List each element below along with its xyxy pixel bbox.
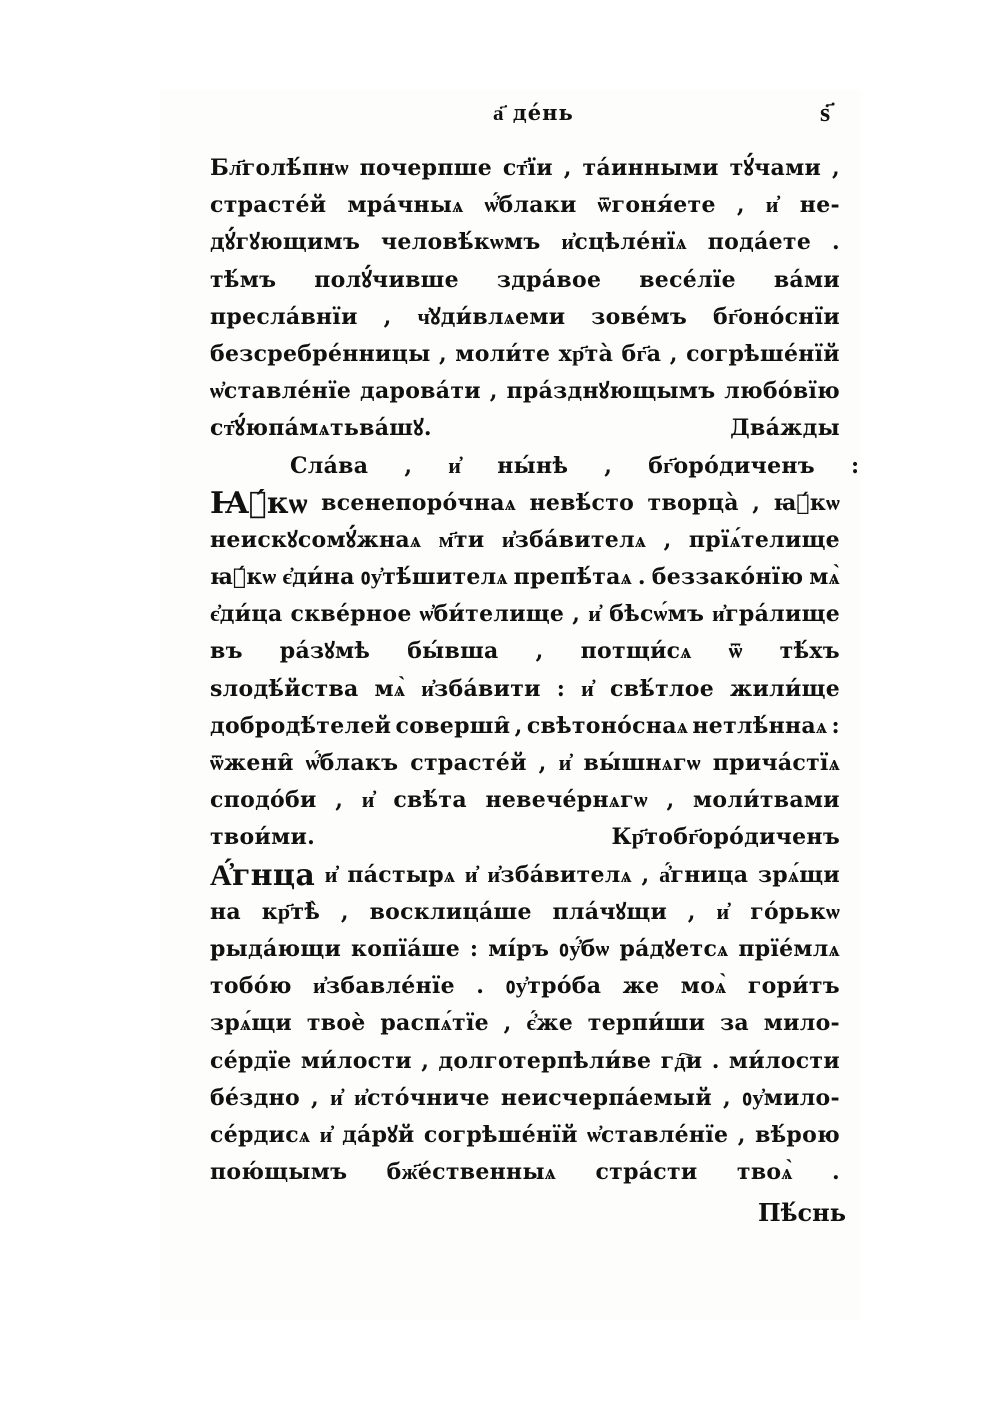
word: ва́ми: [773, 266, 840, 293]
word: .: [476, 973, 485, 1000]
word: скве́рное: [290, 601, 412, 628]
word: ,: [335, 787, 344, 814]
word: же: [622, 973, 660, 1000]
word: ᲂу҆тѣ́шителѧ: [360, 564, 508, 591]
word: .: [711, 1047, 720, 1074]
word: ,: [663, 526, 672, 553]
word: .: [832, 1159, 840, 1186]
word: ,: [604, 452, 613, 479]
word: ва́шꙋ: [359, 415, 424, 442]
word: дарова́ти: [360, 378, 481, 405]
word: свѣ́тлое: [610, 675, 715, 702]
word: мра́чныѧ: [347, 192, 464, 219]
word: ми́лости: [300, 1047, 412, 1074]
word: прича́стїѧ: [712, 750, 840, 776]
word: твои́ми: [210, 824, 308, 851]
word: ѿжени̑: [210, 750, 294, 776]
word: и҆гра́лище: [712, 601, 840, 628]
catchword: Пѣ́снь: [758, 1198, 847, 1227]
word: восклица́ше: [369, 898, 532, 925]
text-line: [210, 373, 840, 410]
word: ѡ҆ставле́нїе: [587, 1121, 729, 1148]
text-line: [210, 559, 840, 596]
text-line: [210, 1154, 840, 1191]
word: вѣ́рою: [755, 1121, 840, 1148]
text-line: [210, 857, 840, 894]
word: препѣ́таѧ: [513, 564, 633, 591]
word: моли́те: [455, 340, 551, 367]
word: ,: [572, 601, 581, 628]
word: ,: [563, 155, 572, 181]
word: ꙗ҆́кѡ: [773, 489, 840, 516]
word: мѧ̀: [809, 564, 840, 591]
text-line: [210, 1043, 840, 1080]
word: мѧ̀: [374, 675, 406, 702]
word: хр҃та̀: [558, 340, 614, 367]
word: и҆: [558, 750, 572, 776]
word: и҆сцѣле́нїѧ: [561, 229, 687, 256]
word: Бл҃голѣ́пнѡ: [210, 155, 349, 181]
word: стра́сти: [595, 1159, 698, 1186]
word: согрѣше́нїй: [423, 1121, 578, 1148]
word: ,: [687, 898, 696, 925]
word: долготерпѣли́ве: [438, 1047, 652, 1074]
word: ,: [641, 861, 650, 888]
word: здра́вое: [496, 266, 602, 293]
word: бы́вша: [407, 638, 499, 665]
text-line: [210, 1117, 840, 1154]
word: па́мѧть: [268, 415, 360, 442]
word: неискꙋсомꙋ́жнаѧ: [210, 526, 422, 553]
word: вы́шнѧгѡ: [583, 750, 701, 776]
word: согрѣше́нїй: [686, 340, 840, 367]
word: ѡ҆ставле́нїе: [210, 378, 352, 405]
word: .: [637, 564, 646, 591]
word: та́инными: [582, 155, 719, 181]
word: ,: [503, 1010, 512, 1037]
word: свѣ́та: [393, 787, 467, 814]
word: и҆: [464, 861, 478, 888]
word: :: [850, 452, 860, 479]
word: .: [423, 415, 432, 442]
word: и҆: [716, 898, 730, 925]
word: ра́зꙋмѣ: [279, 638, 371, 665]
body-text: [210, 150, 860, 1191]
word: ,: [438, 340, 447, 367]
word: пода́ете: [707, 229, 812, 256]
page-heading: а҃ де́нь: [493, 100, 574, 125]
word: моли́твами: [693, 787, 840, 814]
word: мило-: [763, 1010, 840, 1037]
word: пресла́внїи: [210, 303, 358, 330]
word: м҃ти: [438, 526, 485, 553]
text-line: [210, 596, 840, 633]
word: прїѧ́телище: [688, 526, 840, 553]
word: за: [720, 1010, 749, 1037]
word: ,: [831, 155, 840, 181]
word: и҆: [324, 861, 338, 888]
word: .: [307, 824, 316, 851]
word: мі́ръ: [488, 935, 550, 962]
word: бг҃а: [621, 340, 662, 367]
word: ми́лости: [728, 1047, 840, 1074]
word: сподо́би: [210, 787, 317, 814]
text-line: [210, 894, 840, 931]
word: зрѧ́щи: [757, 861, 840, 888]
word: ѕлодѣ́йства: [210, 675, 359, 702]
word: и҆сто́чниче: [354, 1084, 490, 1111]
word: ᲂу҆тро́ба: [505, 973, 602, 1000]
word: распѧ́тїе: [380, 1010, 489, 1037]
word: и҆: [765, 192, 779, 219]
word: ѡ҆́блаки: [484, 192, 577, 219]
word: бж҃е́ственныѧ: [386, 1159, 557, 1186]
word: ѡ҆би́телище: [419, 601, 565, 628]
word: не-: [799, 192, 840, 219]
word: на: [210, 898, 241, 925]
word: въ: [210, 638, 243, 665]
word: жили́ще: [730, 675, 840, 702]
word: ꙗ҆́кѡ: [210, 564, 277, 591]
word: тѣ́хъ: [779, 638, 840, 665]
word: зове́мъ: [591, 303, 688, 330]
text-line: [210, 522, 840, 559]
word: ѿ: [728, 638, 743, 665]
word: твоѧ̀: [736, 1159, 793, 1186]
text-line: [210, 448, 860, 485]
word: и҆: [448, 452, 462, 479]
text-line: [210, 485, 840, 522]
word: ,: [752, 489, 761, 516]
word: и҆зба́вителѧ: [487, 861, 632, 888]
word: моѧ̀: [680, 973, 727, 1000]
word: страсте́й: [210, 192, 327, 219]
text-line: [210, 224, 840, 261]
word: невече́рнѧгѡ: [485, 787, 648, 814]
folio-number: ѕ҃: [820, 98, 831, 128]
word: да́рꙋй: [342, 1121, 415, 1148]
text-line: [210, 336, 840, 373]
word: соверши̑: [395, 712, 511, 739]
word: ,: [723, 1084, 731, 1111]
word: бг҃оно́снїи: [712, 303, 840, 330]
word: є҆ди́на: [282, 564, 355, 591]
text-line: [210, 1005, 840, 1042]
text-line: [210, 745, 840, 782]
word: безсребре́нницы: [210, 340, 431, 367]
word: добродѣ́телей: [210, 712, 392, 739]
word: гори́тъ: [747, 973, 840, 1000]
word: ,: [383, 303, 392, 330]
text-line: [210, 708, 840, 745]
word: гд҇и: [660, 1047, 703, 1074]
word: и҆зба́вителѧ: [501, 526, 647, 553]
text-line: [210, 782, 840, 819]
word: Кр҃тобг҃оро́диченъ: [611, 824, 840, 851]
running-header: [0, 100, 1000, 136]
word: прїе́млѧ: [738, 935, 840, 962]
word: и҆зба́вити: [421, 675, 541, 702]
word: се́рдїе: [210, 1047, 292, 1074]
word: и҆збавле́нїе: [313, 973, 455, 1000]
word: є҆ди́ца: [210, 601, 283, 628]
word: ᲂу҆мило-: [742, 1084, 840, 1111]
word: пла́чꙋщи: [552, 898, 668, 925]
word: па́стырѧ: [347, 861, 456, 888]
text-line: [210, 968, 840, 1005]
word: ,: [669, 340, 678, 367]
word: ч҆ꙋди́влѧеми: [417, 303, 566, 330]
word: бг҃оро́диченъ: [648, 452, 815, 479]
word: ᲂу҆́бѡ: [559, 935, 610, 962]
word: беззако́нїю: [651, 564, 804, 591]
text-line: [210, 187, 840, 224]
word: Два́жды: [730, 415, 840, 442]
word: ,: [736, 192, 745, 219]
word: ,: [340, 898, 349, 925]
word: Сла́ва: [290, 452, 369, 479]
word: ,: [489, 378, 498, 405]
word: тобо́ю: [210, 973, 292, 1000]
word: полꙋ́чивше: [314, 266, 459, 293]
word: творца̀: [647, 489, 739, 516]
word: ра́дꙋетсѧ: [619, 935, 729, 962]
word: и҆: [588, 601, 602, 628]
word: терпи́ши: [587, 1010, 706, 1037]
word: весе́лїе: [639, 266, 736, 293]
word: ,: [514, 712, 523, 739]
word: го́рькѡ: [750, 898, 840, 925]
word: :: [469, 935, 479, 962]
word: є҆́же: [526, 1010, 574, 1037]
word: твоѐ: [306, 1010, 366, 1037]
word: почерпше: [359, 155, 493, 181]
word: ,: [311, 1084, 319, 1111]
word: потщи́сѧ: [580, 638, 692, 665]
word: и҆: [319, 1121, 333, 1148]
word: ѿгоня́ете: [597, 192, 716, 219]
word: ст҃ꙋ́ю: [210, 415, 269, 442]
word: человѣ́кѡмъ: [381, 229, 541, 256]
word: любо́вїю: [724, 378, 840, 405]
text-line: [210, 262, 840, 299]
word: се́рдисѧ: [210, 1121, 311, 1148]
word: :: [831, 712, 840, 739]
word: А҆́гнца: [210, 857, 316, 893]
word: невѣ́сто: [529, 489, 635, 516]
word: кр҃тѣ̀: [261, 898, 321, 925]
word: рыда́ющи: [210, 935, 342, 962]
text-line: [210, 819, 840, 856]
word: ,: [538, 750, 547, 776]
word: зрѧ́щи: [210, 1010, 293, 1037]
word: неисчерпа́емый: [500, 1084, 712, 1111]
word: ,: [421, 1047, 430, 1074]
word: Ꙗ҆́кѡ: [210, 485, 308, 521]
text-line: [210, 671, 840, 708]
word: дꙋ́гꙋющимъ: [210, 229, 361, 256]
text-line: [210, 633, 840, 670]
word: ѡ҆́блакъ: [305, 750, 399, 776]
word: пою́щымъ: [210, 1159, 348, 1186]
word: и҆: [361, 787, 375, 814]
word: бѣсѡ́мъ: [609, 601, 705, 628]
word: :: [556, 675, 566, 702]
word: ,: [737, 1121, 746, 1148]
word: ,: [404, 452, 413, 479]
word: и҆: [330, 1084, 344, 1111]
text-line: [210, 1080, 840, 1117]
word: свѣтоно́снаѧ: [526, 712, 689, 739]
text-line: [210, 931, 840, 968]
word: тѣ́мъ: [210, 266, 277, 293]
word: страсте́й: [410, 750, 527, 776]
word: тꙋ́чами: [729, 155, 822, 181]
text-line: [210, 410, 840, 447]
word: .: [832, 229, 840, 256]
word: ст҃їи: [502, 155, 553, 181]
word: копїа́ше: [351, 935, 461, 962]
word: бе́здно: [210, 1084, 300, 1111]
word: ,: [666, 787, 675, 814]
word: пра́зднꙋющымъ: [506, 378, 716, 405]
word: а҆́гница: [659, 861, 749, 888]
word: ны́нѣ: [497, 452, 569, 479]
text-line: [210, 150, 840, 187]
word: и҆: [581, 675, 595, 702]
word: нетлѣ́ннаѧ: [692, 712, 828, 739]
text-line: [210, 299, 840, 336]
word: всенепоро́чнаѧ: [321, 489, 517, 516]
word: ,: [535, 638, 544, 665]
